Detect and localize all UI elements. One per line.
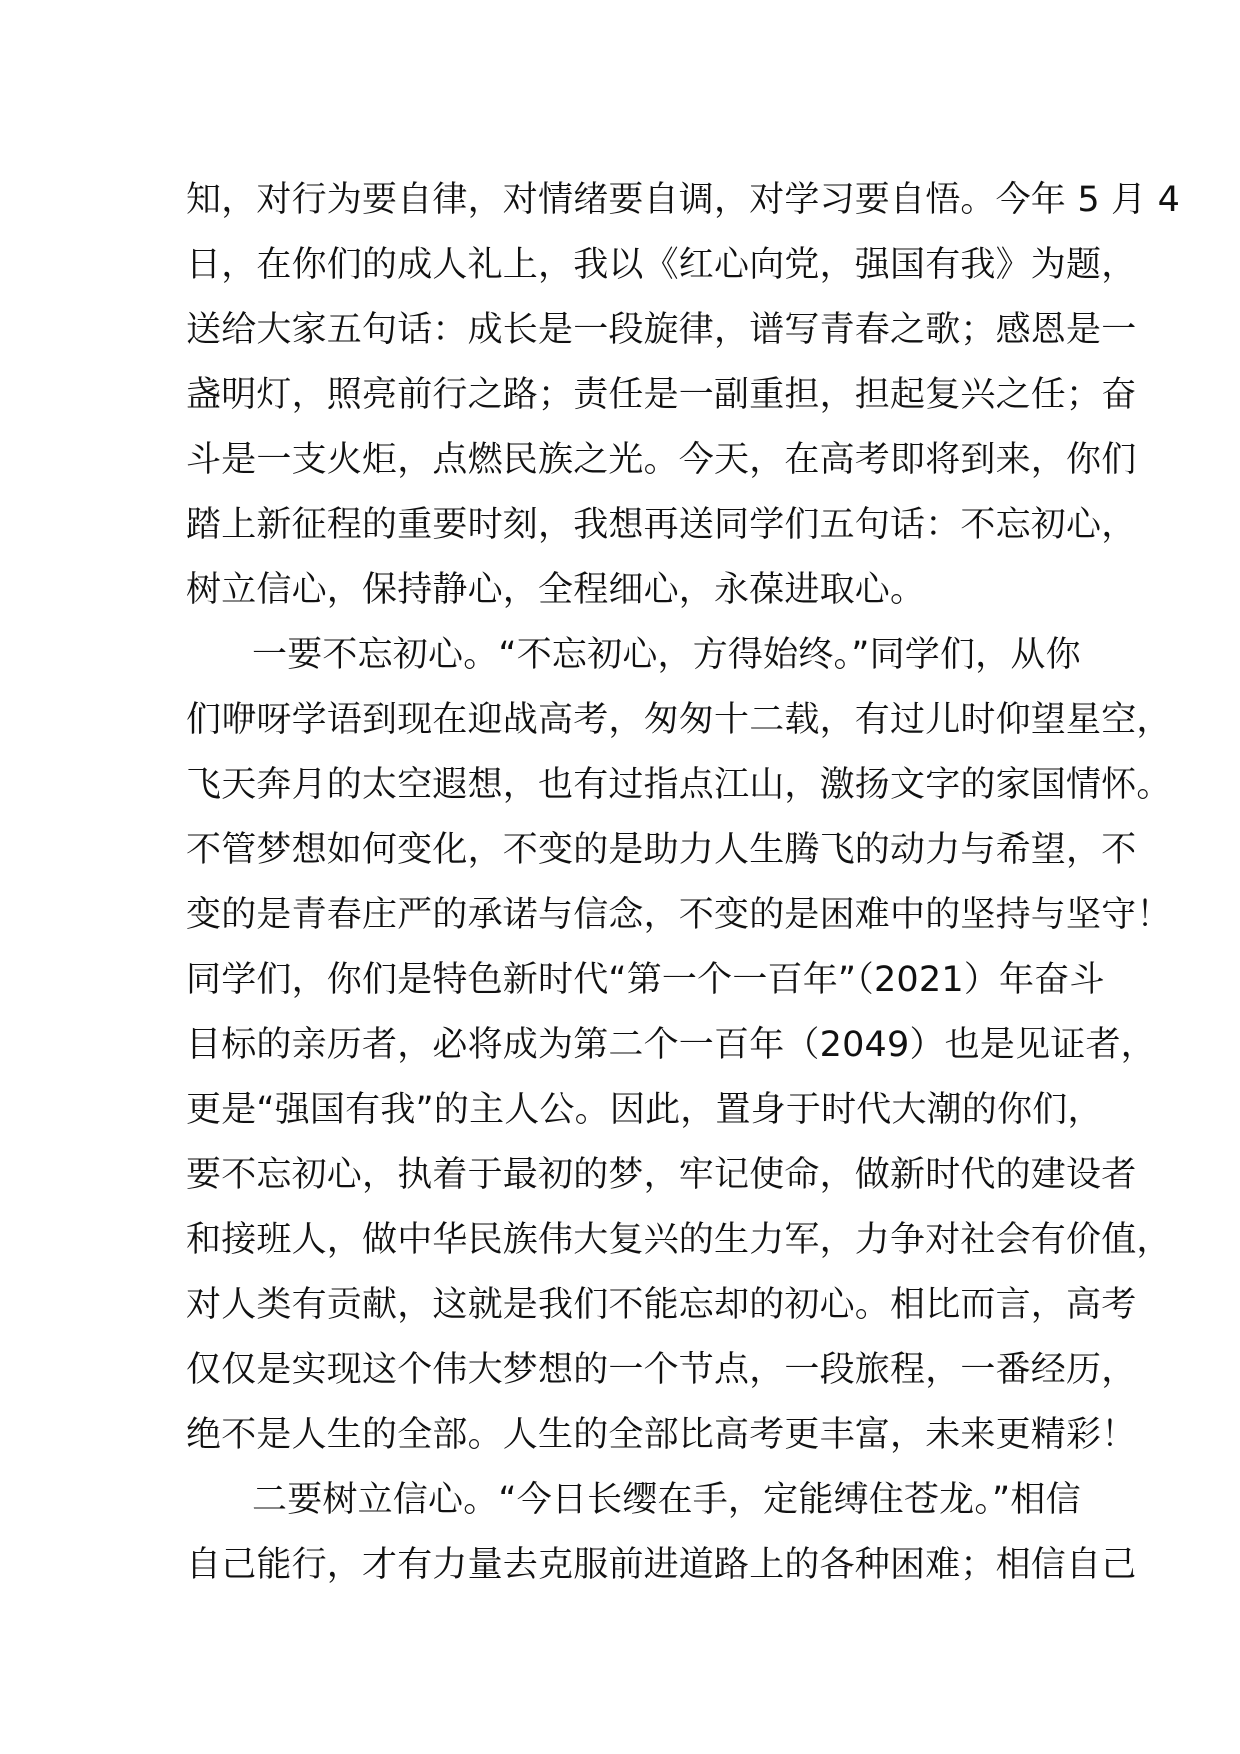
text-line: 和接班人，做中华民族伟大复兴的生力军，力争对社会有价值， (186, 1220, 1172, 1260)
text-line: 变的是青春庄严的承诺与信念，不变的是困难中的坚持与坚守！ (186, 895, 1172, 935)
body-text (186, 168, 1181, 1598)
text-line: 对人类有贡献，这就是我们不能忘却的初心。相比而言，高考 (186, 1285, 1137, 1325)
text-line: 送给大家五句话：成长是一段旋律，谱写青春之歌；感恩是一 (186, 310, 1137, 350)
text-line: 盏明灯，照亮前行之路；责任是一副重担，担起复兴之任；奋 (186, 375, 1137, 415)
text-line: 同学们，你们是特色新时代“第一个一百年”（2021）年奋斗 (186, 960, 1105, 1000)
text-line: 更是“强国有我”的主人公。因此，置身于时代大潮的你们， (186, 1090, 1103, 1130)
text-line: 日，在你们的成人礼上，我以《红心向党，强国有我》为题， (186, 245, 1137, 285)
text-line: 踏上新征程的重要时刻，我想再送同学们五句话：不忘初心， (186, 505, 1137, 545)
text-line: 飞天奔月的太空遐想，也有过指点江山，激扬文字的家国情怀。 (186, 765, 1172, 805)
text-line: 自己能行，才有力量去克服前进道路上的各种困难；相信自己 (186, 1545, 1137, 1585)
text-line: 仅仅是实现这个伟大梦想的一个节点，一段旅程，一番经历， (186, 1350, 1137, 1390)
text-line: 绝不是人生的全部。人生的全部比高考更丰富，未来更精彩！ (186, 1415, 1137, 1455)
text-line: 不管梦想如何变化，不变的是助力人生腾飞的动力与希望，不 (186, 830, 1137, 870)
text-line: 斗是一支火炬，点燃民族之光。今天，在高考即将到来，你们 (186, 440, 1137, 480)
text-line: 要不忘初心，执着于最初的梦，牢记使命，做新时代的建设者 (186, 1155, 1137, 1195)
text-line: 们咿呀学语到现在迎战高考，匆匆十二载，有过儿时仰望星空， (186, 700, 1172, 740)
paragraph-first-line: 二要树立信心。“今日长缨在手，定能缚住苍龙。”相信 (252, 1480, 1081, 1520)
text-line: 树立信心，保持静心，全程细心，永葆进取心。 (186, 570, 926, 610)
text-line: 目标的亲历者，必将成为第二个一百年（2049）也是见证者， (186, 1025, 1156, 1065)
paragraph-first-line: 一要不忘初心。“不忘初心，方得始终。”同学们，从你 (252, 635, 1081, 675)
text-line: 知，对行为要自律，对情绪要自调，对学习要自悟。今年 5 月 4 (186, 180, 1181, 220)
